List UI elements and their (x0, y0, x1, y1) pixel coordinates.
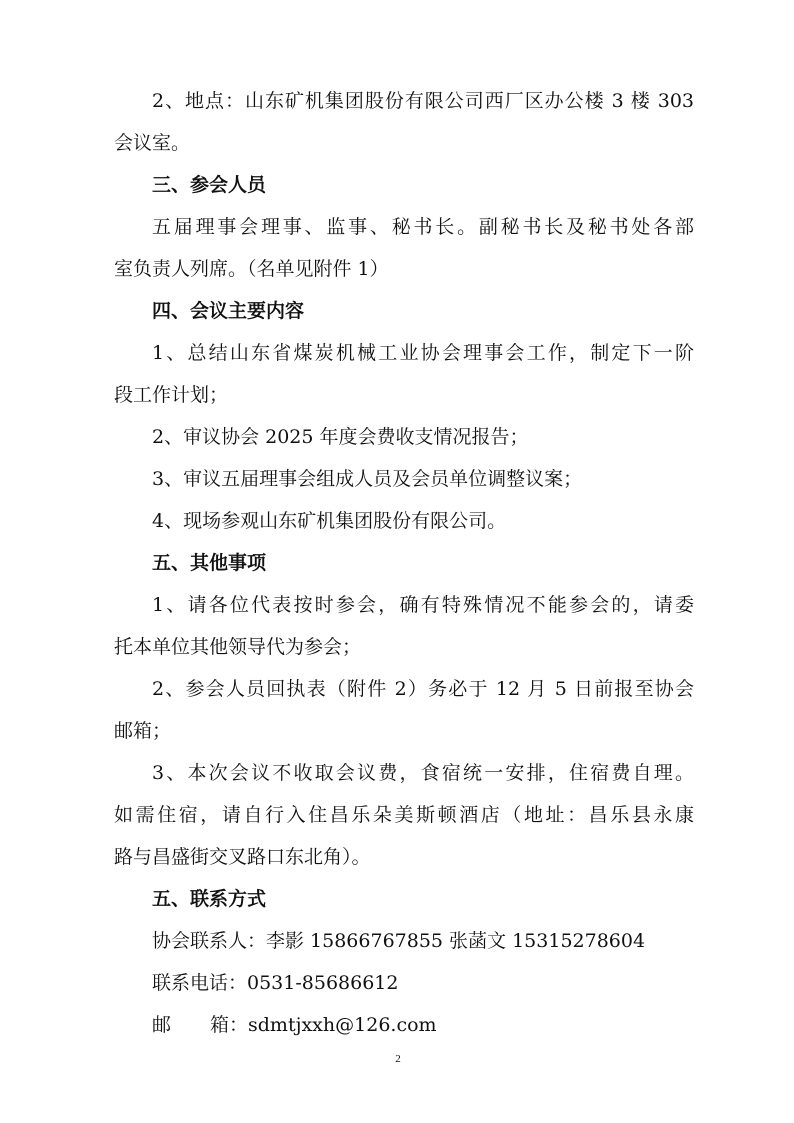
agenda-item-4: 4、现场参观山东矿机集团股份有限公司。 (152, 510, 507, 532)
email-label-char-2: 箱： (210, 1014, 249, 1036)
page-number: 2 (395, 1053, 401, 1065)
attendees-line-1: 五届理事会理事、监事、秘书长。副秘书长及秘书处各部 (152, 216, 694, 238)
contact-email (152, 1013, 694, 1037)
attendees-line-2: 室负责人列席。（名单见附件 1） (114, 258, 389, 280)
other-item-3-line-1: 3、本次会议不收取会议费，食宿统一安排，住宿费自理。 (152, 762, 694, 784)
section-heading-contact: 五、联系方式 (152, 888, 267, 910)
other-item-1-line-1: 1、请各位代表按时参会，确有特殊情况不能参会的，请委 (152, 594, 694, 616)
section-heading-attendees: 三、参会人员 (152, 174, 267, 196)
meeting-location-line-2: 会议室。 (114, 132, 191, 154)
contact-phone: 联系电话：0531-85686612 (152, 972, 399, 994)
email-label-char-1: 邮 (152, 1014, 172, 1036)
other-item-3-line-3: 路与昌盛街交叉路口东北角）。 (114, 846, 371, 868)
email-address: sdmtjxxh@126.com (248, 1014, 437, 1036)
other-item-2-line-1: 2、参会人员回执表（附件 2）务必于 12 月 5 日前报至协会 (152, 678, 694, 700)
other-item-2-line-2: 邮箱； (114, 720, 172, 742)
agenda-item-1-line-1: 1、总结山东省煤炭机械工业协会理事会工作，制定下一阶 (152, 342, 694, 364)
other-item-3-line-2: 如需住宿，请自行入住昌乐朵美斯顿酒店（地址：昌乐县永康 (114, 804, 694, 826)
other-item-1-line-2: 托本单位其他领导代为参会； (114, 636, 362, 658)
section-heading-other-matters: 五、其他事项 (152, 552, 267, 574)
contact-persons: 协会联系人：李影 15866767855 张菡文 15315278604 (152, 930, 646, 952)
agenda-item-2: 2、审议协会 2025 年度会费收支情况报告； (152, 426, 529, 448)
section-heading-agenda: 四、会议主要内容 (152, 300, 305, 322)
agenda-item-3: 3、审议五届理事会组成人员及会员单位调整议案； (152, 468, 583, 490)
agenda-item-1-line-2: 段工作计划； (114, 384, 229, 406)
meeting-location-line-1: 2、地点：山东矿机集团股份有限公司西厂区办公楼 3 楼 303 (152, 90, 694, 112)
